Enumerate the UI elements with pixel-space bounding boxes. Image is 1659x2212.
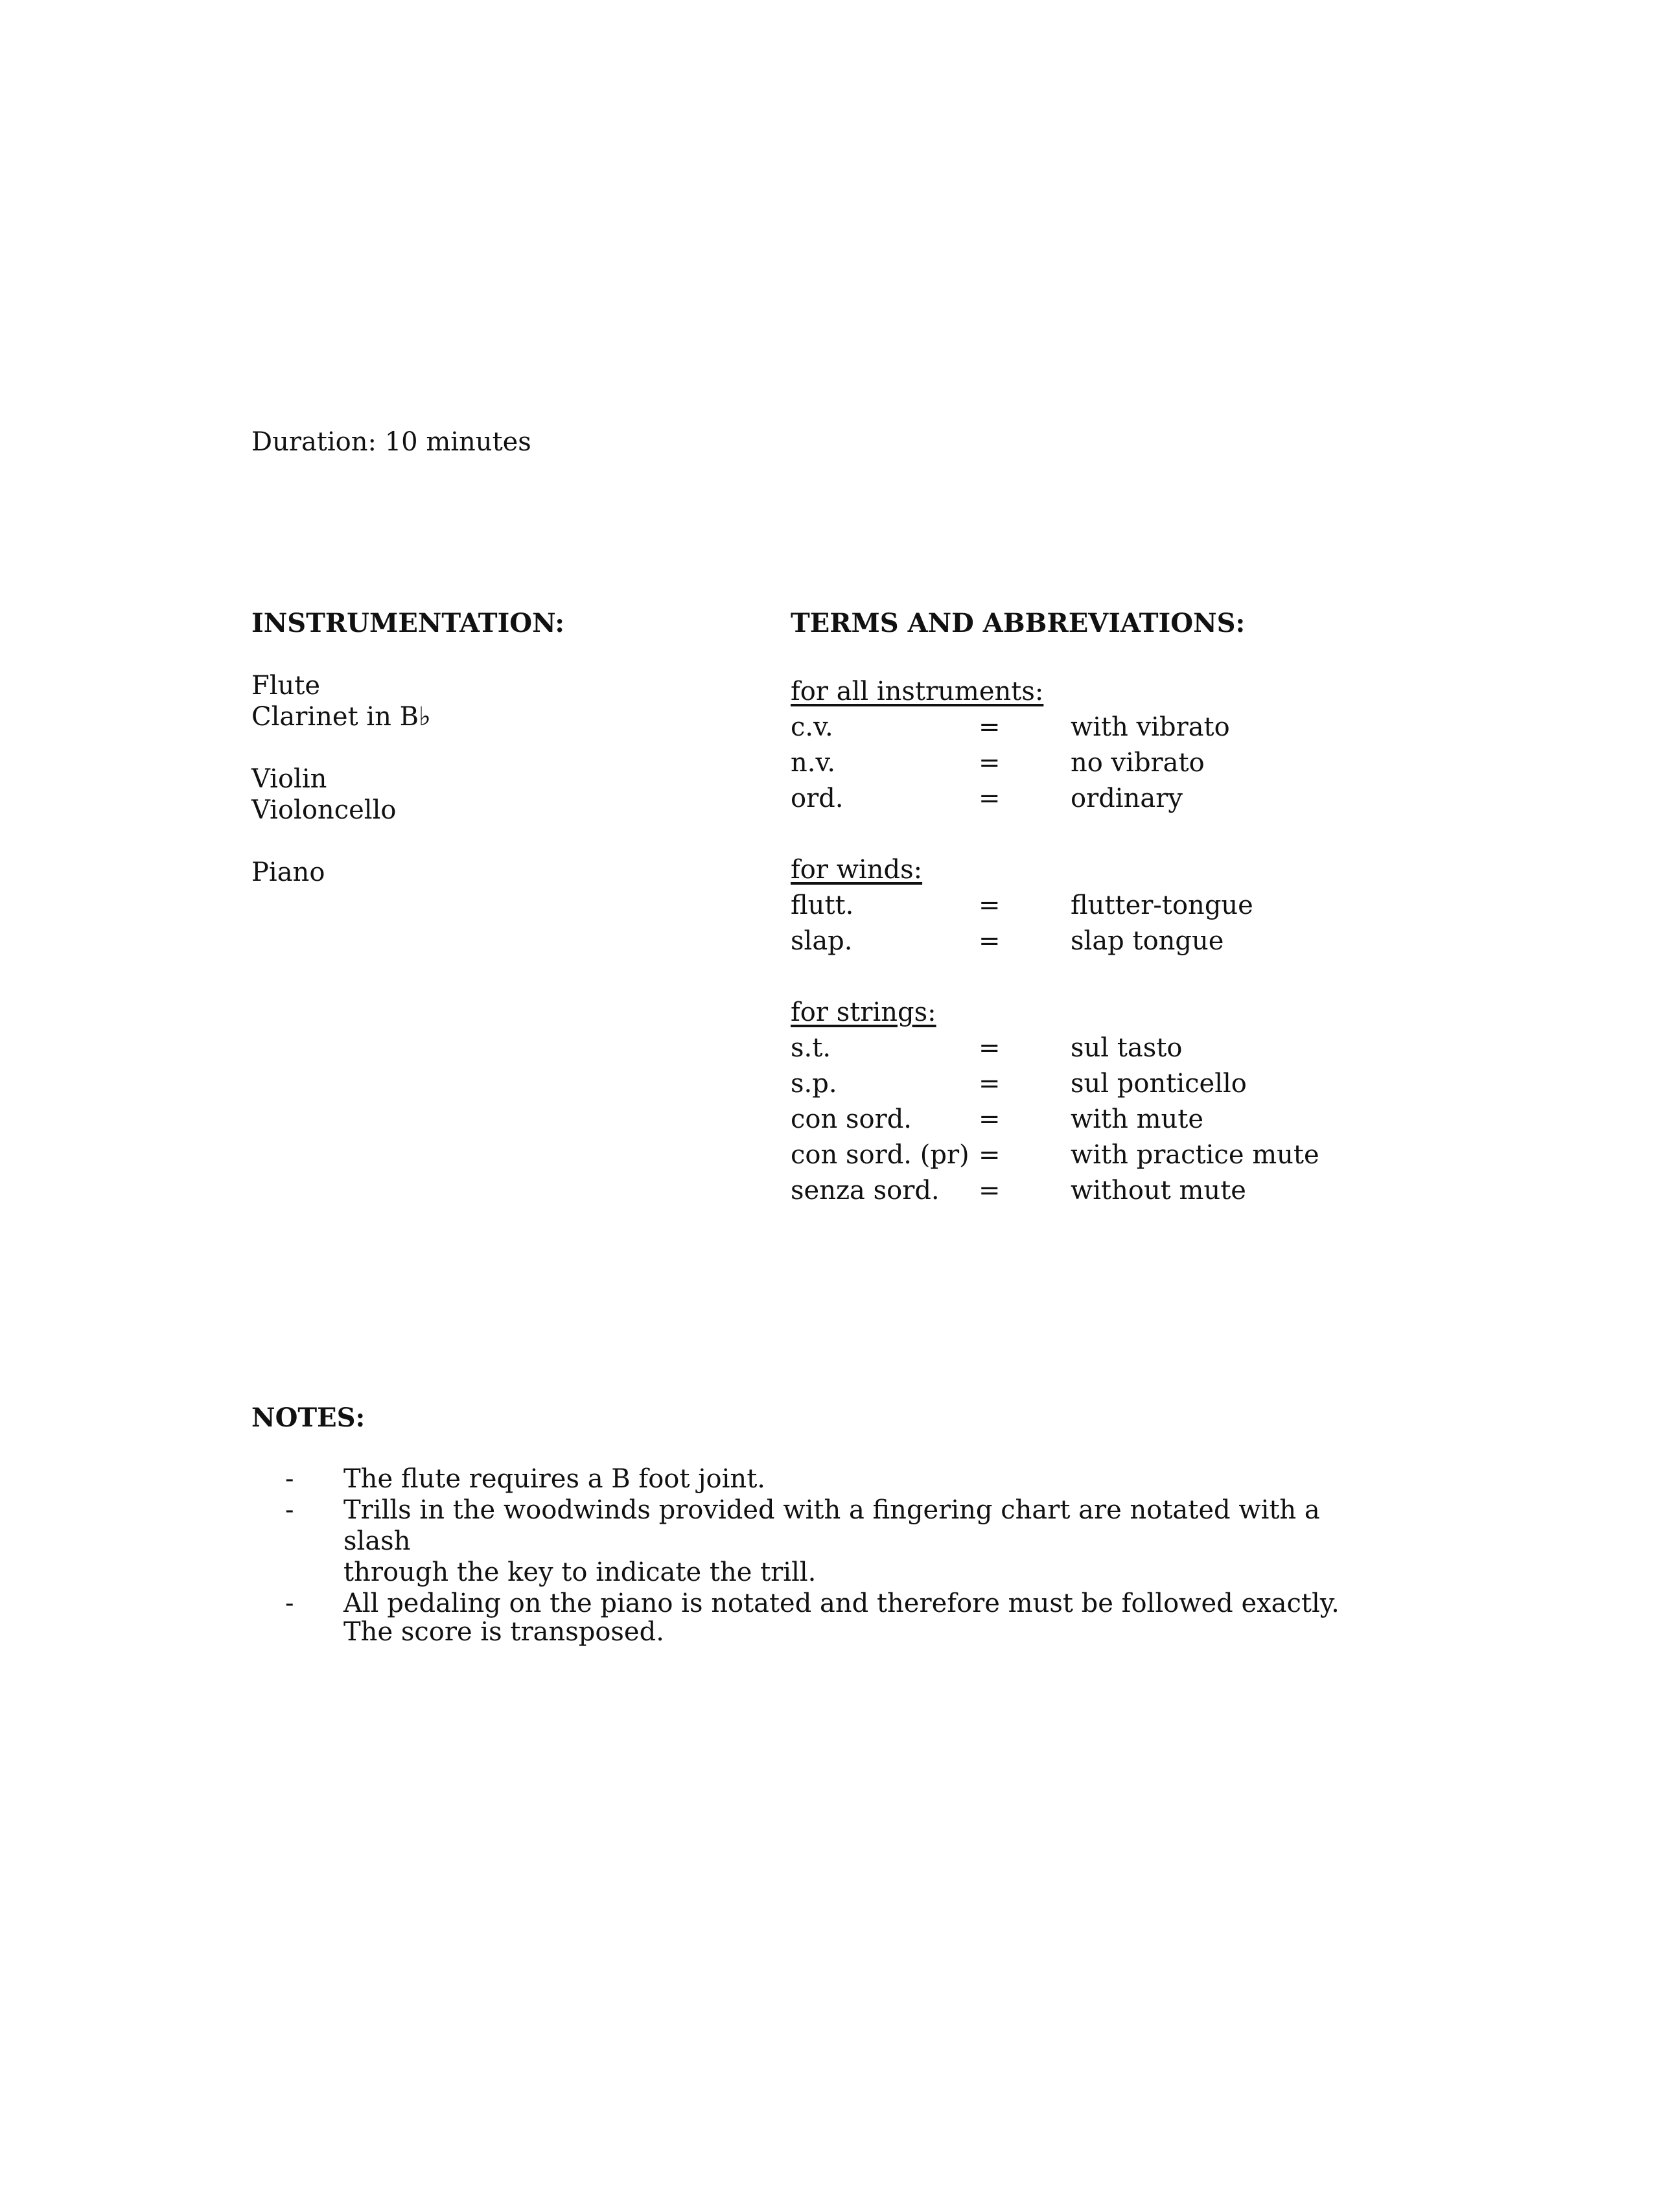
term-abbreviation: n.v. [791,748,836,778]
note-text: Trills in the woodwinds provided with a fingering chart are notated with a slash through the key to indicate the trill. [343,1495,1320,1587]
term-equals: = [979,1033,1001,1063]
instrument-item: Flute [251,671,321,701]
term-abbreviation: con sord. (pr) [791,1140,969,1170]
term-group-title: for all instruments: [791,677,1044,706]
instrument-item: Clarinet in B♭ [251,702,431,732]
term-definition: ordinary [1071,784,1183,813]
term-equals: = [979,1140,1001,1170]
term-equals: = [979,712,1001,742]
instrument-item: Violoncello [251,795,397,825]
term-abbreviation: con sord. [791,1104,912,1134]
term-definition: sul tasto [1071,1033,1183,1063]
term-definition: with mute [1071,1104,1204,1134]
instrument-group-gap [251,732,431,763]
term-row [791,1173,1374,1209]
term-abbreviation: s.p. [791,1069,837,1099]
term-abbreviation: c.v. [791,712,833,742]
term-definition: without mute [1071,1176,1246,1205]
note-item [251,1463,1353,1495]
term-row [791,924,1374,959]
term-row [791,745,1374,781]
term-group-gap [791,959,1374,995]
term-equals: = [979,926,1001,956]
term-row [791,1030,1374,1066]
term-equals: = [979,1104,1001,1134]
note-text: All pedaling on the piano is notated and therefore must be followed exactly. [343,1589,1340,1618]
term-abbreviation: slap. [791,926,853,956]
instrument-item: Piano [251,857,325,887]
term-row [791,710,1374,745]
term-row [791,1102,1374,1137]
note-bullet: - [285,1495,294,1525]
term-definition: no vibrato [1071,748,1205,778]
term-definition: sul ponticello [1071,1069,1247,1099]
term-group-title: for winds: [791,855,923,885]
term-equals: = [979,1176,1001,1205]
term-row [791,781,1374,817]
term-row [791,888,1374,924]
term-row [791,1137,1374,1173]
term-definition: slap tongue [1071,926,1224,956]
note-item [251,1588,1353,1619]
duration-text: Duration: 10 minutes [251,427,531,457]
term-equals: = [979,1069,1001,1099]
term-abbreviation: flutt. [791,891,854,920]
notes-list [251,1463,1353,1619]
instrumentation-heading: INSTRUMENTATION: [251,608,565,638]
terms-list [791,674,1374,1209]
term-group-gap [791,817,1374,852]
instrument-item: Violin [251,764,327,794]
terms-heading: TERMS AND ABBREVIATIONS: [791,608,1246,638]
term-abbreviation: s.t. [791,1033,831,1063]
term-definition: with practice mute [1071,1140,1319,1170]
score-note: The score is transposed. [343,1617,664,1647]
term-abbreviation: senza sord. [791,1176,940,1205]
term-equals: = [979,748,1001,778]
term-abbreviation: ord. [791,784,844,813]
term-row [791,1066,1374,1102]
instrument-list [251,670,431,888]
term-group-title: for strings: [791,997,936,1027]
term-definition: flutter-tongue [1071,891,1253,920]
note-item [251,1495,1353,1588]
note-bullet: - [285,1589,294,1618]
note-bullet: - [285,1464,294,1494]
term-equals: = [979,891,1001,920]
term-equals: = [979,784,1001,813]
term-definition: with vibrato [1071,712,1230,742]
note-text: The flute requires a B foot joint. [343,1464,765,1494]
notes-heading: NOTES: [251,1403,365,1433]
instrument-group-gap [251,826,431,857]
